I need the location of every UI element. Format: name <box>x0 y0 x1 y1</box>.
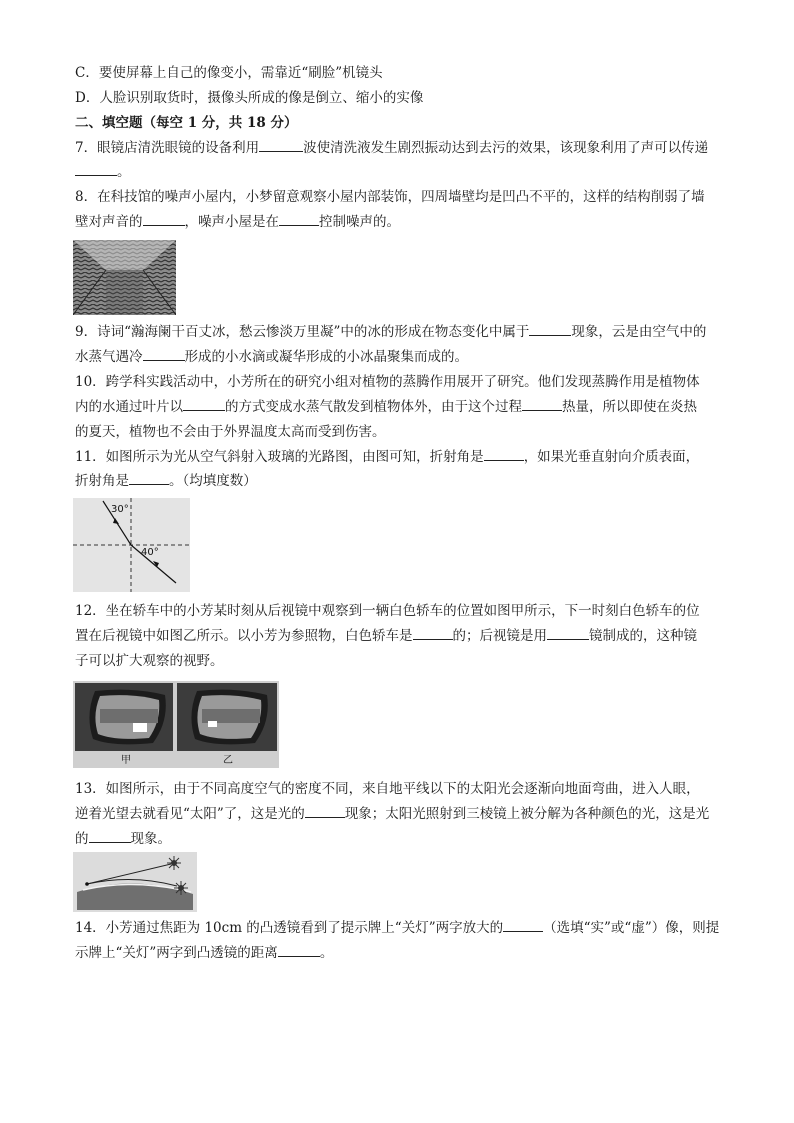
q8-blank-1[interactable] <box>143 213 185 226</box>
angle-label-bottom: 40° <box>141 547 159 558</box>
q7-blank-2[interactable] <box>75 163 117 176</box>
q10-text-c: 的方式变成水蒸气散发到植物体外，由于这个过程 <box>225 399 522 415</box>
q7-text-b: 波使清洗液发生剧烈振动达到去污的效果，该现象利用了声可以传递 <box>303 140 709 156</box>
q10-line-2 <box>75 398 697 416</box>
q13-blank-2[interactable] <box>89 830 131 843</box>
q10-blank-1[interactable] <box>183 398 225 411</box>
label-yi: 乙 <box>223 755 233 766</box>
noise-room-image <box>73 240 176 315</box>
white-car-icon <box>133 723 147 732</box>
option-d: D．人脸识别取货时，摄像头所成的像是倒立、缩小的实像 <box>75 90 424 106</box>
q14-line-1 <box>75 919 719 937</box>
label-jia: 甲 <box>121 755 131 766</box>
q8-blank-2[interactable] <box>279 213 319 226</box>
q11-line-1 <box>75 448 699 466</box>
q11-text-d: 。（均填度数） <box>169 473 257 489</box>
refraction-diagram <box>73 498 190 592</box>
q12-line-3: 子可以扩大观察的视野。 <box>75 653 224 669</box>
atmospheric-refraction-diagram <box>73 852 197 912</box>
q14-text-d: 。 <box>319 945 334 961</box>
angle-label-top: 30° <box>111 504 129 515</box>
q7-blank-1[interactable] <box>259 139 303 152</box>
q11-blank-2[interactable] <box>129 472 169 485</box>
q7-text-a: 7．眼镜店清洗眼镜的设备利用 <box>75 140 260 156</box>
q12-line-1: 12．坐在轿车中的小芳某时刻从后视镜中观察到一辆白色轿车的位置如图甲所示，下一时刻白色轿车的位 <box>75 603 700 619</box>
option-c: C．要使屏幕上自己的像变小，需靠近“刷脸”机镜头 <box>75 65 383 81</box>
q9-line-1 <box>75 323 706 341</box>
q9-text-a: 9．诗词“瀚海阑干百丈冰，愁云惨淡万里凝”中的冰的形成在物态变化中属于 <box>75 324 530 340</box>
q10-blank-2[interactable] <box>522 398 562 411</box>
q12-text-b: 置在后视镜中如图乙所示。以小芳为参照物，白色轿车是 <box>75 628 413 644</box>
rearview-mirror-images <box>73 681 279 768</box>
q11-text-a: 11．如图所示为光从空气斜射入玻璃的光路图，由图可知，折射角是 <box>75 449 484 465</box>
q11-text-b: ，如果光垂直射向介质表面， <box>523 449 700 465</box>
q7-line-1 <box>75 139 708 157</box>
q14-text-c: 示牌上“关灯”两字到凸透镜的距离 <box>75 945 278 961</box>
q13-text-d: 的 <box>75 831 89 847</box>
section-title: 二、填空题（每空 1 分，共 18 分） <box>75 115 298 131</box>
q9-text-c: 水蒸气遇冷 <box>75 349 143 365</box>
q9-text-d: 形成的小水滴或凝华形成的小冰晶聚集而成的。 <box>184 349 468 365</box>
q7-text-c: 。 <box>117 164 131 180</box>
q8-text-d: 控制噪声的。 <box>319 214 400 230</box>
q8-text-c: ，噪声小屋是在 <box>184 214 279 230</box>
mirror-jia <box>75 683 173 751</box>
q12-text-c: 的；后视镜是用 <box>452 628 547 644</box>
q14-blank-1[interactable] <box>503 919 543 932</box>
q10-text-b: 内的水通过叶片以 <box>75 399 183 415</box>
q10-text-d: 热量，所以即使在炎热 <box>562 399 697 415</box>
q9-blank-2[interactable] <box>143 348 185 361</box>
actual-sun-icon <box>174 881 188 895</box>
eye-icon <box>85 882 89 886</box>
q8-line-2 <box>75 213 400 231</box>
q11-blank-1[interactable] <box>484 448 524 461</box>
q9-blank-1[interactable] <box>529 323 571 336</box>
q8-text-b: 壁对声音的 <box>75 214 143 230</box>
q11-text-c: 折射角是 <box>75 473 129 489</box>
q14-text-a: 14．小芳通过焦距为 10cm 的凸透镜看到了提示牌上“关灯”两字放大的 <box>75 920 504 936</box>
apparent-sun-icon <box>167 856 181 870</box>
q10-line-3: 的夏天，植物也不会由于外界温度太高而受到伤害。 <box>75 424 386 440</box>
mirror-yi <box>177 683 277 751</box>
q12-blank-1[interactable] <box>413 627 453 640</box>
q13-blank-1[interactable] <box>305 805 345 818</box>
q7-line-2 <box>75 163 131 181</box>
q14-text-b: （选填“实”或“虚”）像，则提 <box>543 920 720 936</box>
q14-line-2 <box>75 944 333 962</box>
q9-text-b: 现象，云是由空气中的 <box>571 324 707 340</box>
q13-line-1: 13．如图所示，由于不同高度空气的密度不同，来自地平线以下的太阳光会逐渐向地面弯曲，进入人眼， <box>75 781 700 797</box>
q8-line-1: 8．在科技馆的噪声小屋内，小梦留意观察小屋内部装饰，四周墙壁均是凹凸不平的，这样的结构削弱了墙 <box>75 189 705 205</box>
q12-blank-2[interactable] <box>547 627 589 640</box>
q10-line-1: 10．跨学科实践活动中，小芳所在的研究小组对植物的蒸腾作用展开了研究。他们发现蒸腾作用是植物体 <box>75 374 700 390</box>
q13-text-e: 现象。 <box>130 831 171 847</box>
q13-line-3 <box>75 830 171 848</box>
q14-blank-2[interactable] <box>278 944 320 957</box>
q9-line-2 <box>75 348 468 366</box>
q13-text-c: 现象；太阳光照射到三棱镜上被分解为各种颜色的光，这是光 <box>344 806 710 822</box>
q13-line-2 <box>75 805 709 823</box>
q11-line-2 <box>75 472 257 490</box>
white-car-icon <box>208 721 217 727</box>
q13-text-b: 逆着光望去就看见“太阳”了，这是光的 <box>75 806 305 822</box>
q12-line-2 <box>75 627 697 645</box>
q12-text-d: 镜制成的，这种镜 <box>589 628 697 644</box>
